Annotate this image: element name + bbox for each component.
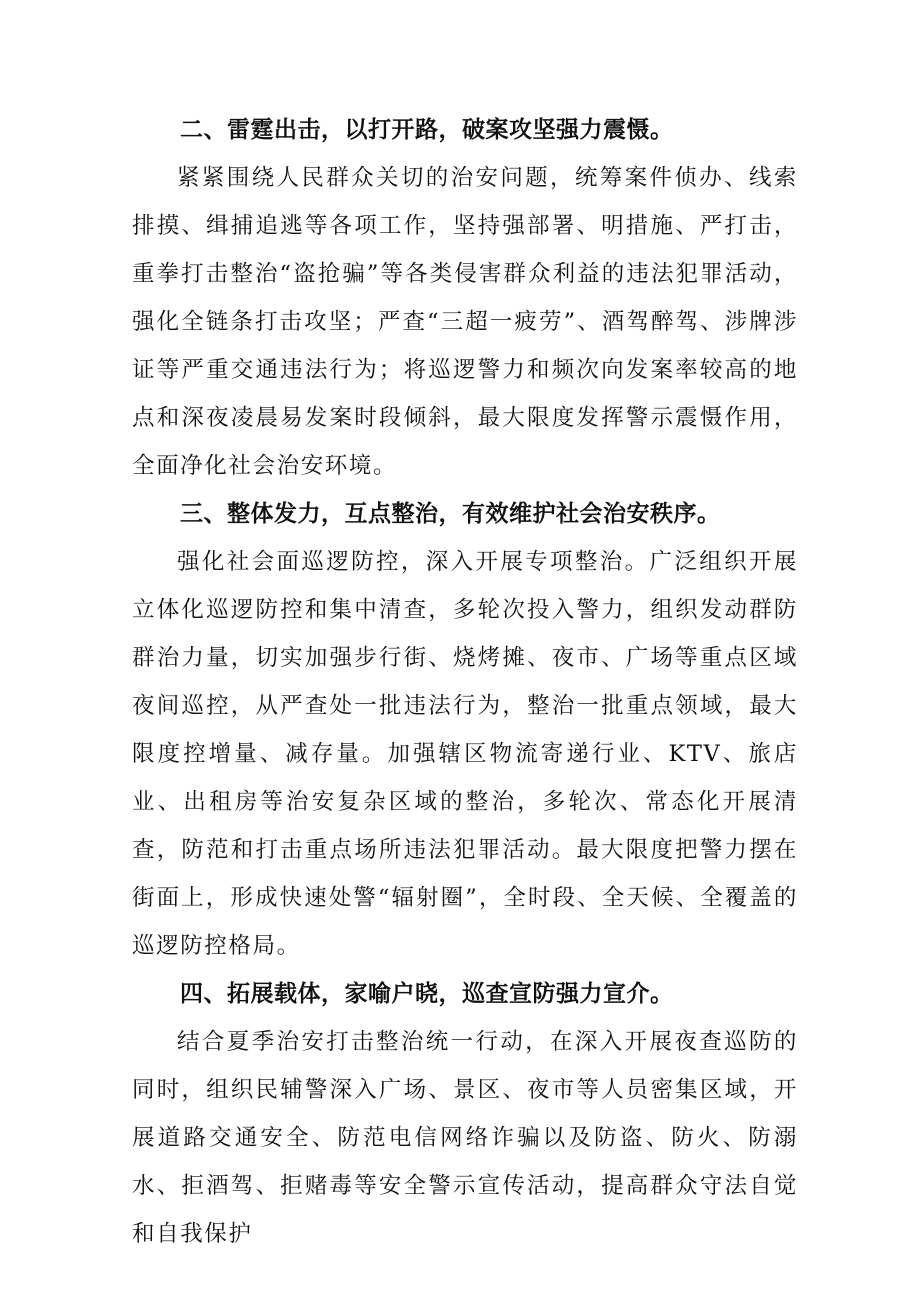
section-2-paragraph: 紧紧围绕人民群众关切的治安问题，统筹案件侦办、线索排摸、缉捕追逃等各项工作，坚持强部署、明措施、严打击，重拳打击整治“盗抢骗”等各类侵害群众利益的违法犯罪活动，强化全链条打击攻坚；严查“三超一疲劳”、酒驾醉驾、涉牌涉证等严重交通违法行为；将巡逻警力和频次向发案率较高的地点和深夜凌晨易发案时段倾斜，最大限度发挥警示震慑作用，全面净化社会治安环境。	[132, 165, 798, 479]
section-4-paragraph: 结合夏季治安打击整治统一行动，在深入开展夜查巡防的同时，组织民辅警深入广场、景区、夜市等人员密集区域，开展道路交通安全、防范电信网络诈骗以及防盗、防火、防溺水、拒酒驾、拒赌毒等安全警示宣传活动，提高群众守法自觉和自我保护	[132, 1029, 798, 1247]
section-3-paragraph: 强化社会面巡逻防控，深入开展专项整治。广泛组织开展立体化巡逻防控和集中清查，多轮次投入警力，组织发动群防群治力量，切实加强步行街、烧烤摊、夜市、广场等重点区域夜间巡控，从严查处一批违法行为，整治一批重点领域，最大限度控增量、减存量。加强辖区物流寄递行业、KTV、旅店业、出租房等治安复杂区域的整治，多轮次、常态化开展清查，防范和打击重点场所违法犯罪活动。最大限度把警力摆在街面上，形成快速处警“辐射圈”，全时段、全天候、全覆盖的巡逻防控格局。	[132, 549, 798, 959]
section-2-heading: 二、雷霆出击，以打开路，破案攻坚强力震慑。	[180, 117, 674, 143]
document-body	[132, 106, 798, 1258]
section-3-heading: 三、整体发力，互点整治，有效维护社会治安秩序。	[180, 501, 721, 527]
section-4-heading: 四、拓展载体，家喻户晓，巡查宣防强力宣介。	[180, 981, 674, 1007]
